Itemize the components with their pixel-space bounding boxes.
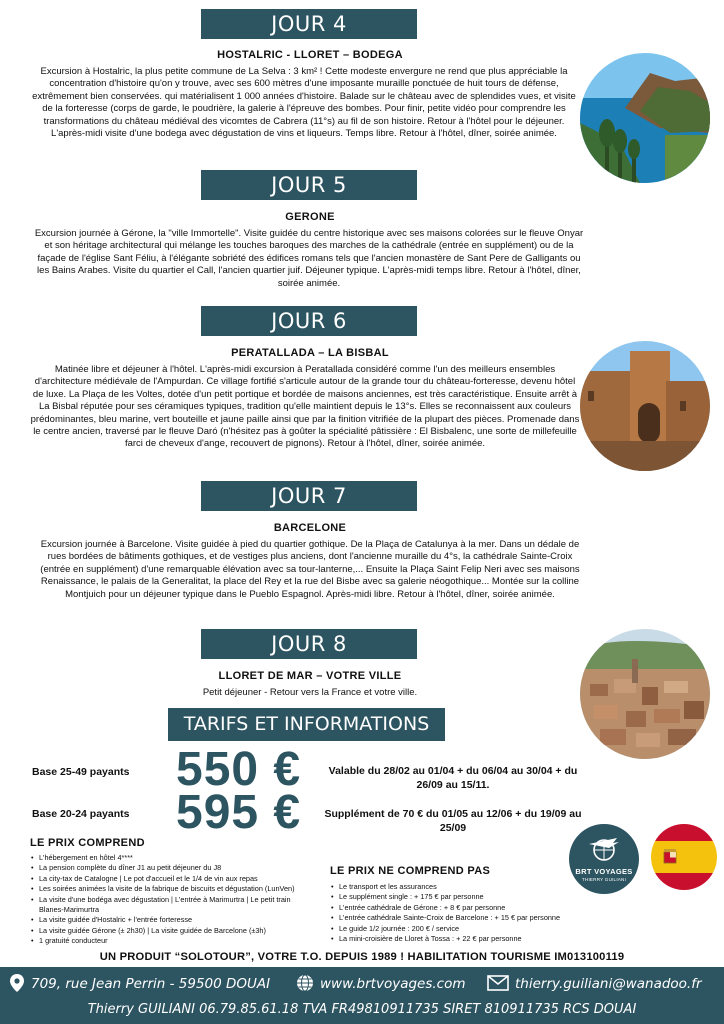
- day-6-text: Matinée libre et déjeuner à l'hôtel. L'après-midi excursion à Peratallada considéré comme l'un des meilleurs ensembles d'architecture médiévale de l'Ampurdan. Ce village fortifié s'articule autour de la grande tour du château-forteresse, devenu hôtel de luxe. La Plaça de les Voltes, dotée d'un petit portique et bordée de maisons anciennes, est très caractéristique. Ensuite arrêt à La Bisbal réputée pour ses céramiques typiques, tradition qu'elle maintient depuis le 13°s. Elles se reconnaissent aux couleurs prédominantes, bleu marine, vert bouteille et jaune paille ainsi que par la finition vitrifiée de la plupart des pièces. Promenade dans le centre ancien, traversé par le fleuve Daró (n'hésitez pas à goûter la spécialité pâtissière : El Bisbalenc, une sorte de millefeuille farci de cheveux d'ange, recouvert de pignons). Retour à l'hôtel, dîner, soirée animée.: [30, 364, 580, 450]
- list-item: • Les soirées animées la visite de la fabrique de biscuits et dégustation (LunVen): [30, 884, 298, 894]
- list-item: • L'hébergement en hôtel 4****: [30, 853, 298, 863]
- coat-of-arms-icon: [663, 849, 677, 865]
- day-5-title: GERONE: [285, 211, 335, 223]
- mail-icon: [487, 975, 509, 991]
- day-6-banner: JOUR 6: [201, 306, 417, 336]
- brt-voyages-logo: [569, 824, 639, 894]
- day-5-banner: JOUR 5: [201, 170, 417, 200]
- plane-globe-icon: [587, 836, 621, 862]
- list-item: • La visite guidée Gérone (± 2h30) | La visite guidée de Barcelone (±3h): [30, 926, 298, 936]
- base-25-49-label: Base 25-49 payants: [32, 766, 130, 778]
- day-7-text: Excursion journée à Barcelone. Visite guidée à pied du quartier gothique. De la Plaça de Catalunya à la mer. Dans un dédale de rues bordées de bâtiments gothiques, et de vestiges plus anciens, dont l'ancienne muraille du 4°s, la cathédrale Sainte-Croix (entrée en supplément) d'une remarquable élévation avec sa tour-lanterne,... Ensuite la Plaça Saint Felip Neri avec ses maisons Renaissance, le palais de la Generalitat, la place del Rey et la rue del Bisbe avec sa galerie néogothique... Montée sur la colline Montjuich pour un déjeuner typique dans le Pueblo Espagnol. Après-midi libre. Retour à l'hôtel, dîner, soirée animée.: [40, 539, 580, 600]
- base-20-24-label: Base 20-24 payants: [32, 808, 130, 820]
- list-item: • Le supplément single : + 175 € par personne: [330, 892, 620, 902]
- logo-sub: THIERRY GUILIANI: [581, 877, 627, 882]
- footer-email[interactable]: thierry.guiliani@wanadoo.fr: [515, 976, 702, 992]
- day-7-banner: JOUR 7: [201, 481, 417, 511]
- includes-list: [30, 853, 298, 947]
- day-6-title: PERATALLADA – LA BISBAL: [231, 347, 389, 359]
- price-550-validity: Valable du 28/02 au 01/04 + du 06/04 au 30/04 + du 26/09 au 15/11.: [328, 765, 578, 791]
- town-aerial-photo: [580, 629, 710, 759]
- medieval-village-photo: [580, 341, 710, 471]
- includes-title: LE PRIX COMPREND: [30, 837, 145, 849]
- list-item: • Le transport et les assurances: [330, 882, 620, 892]
- list-item: • L'entrée cathédrale Sainte-Croix de Barcelone : + 15 € par personne: [330, 913, 620, 923]
- coast-photo: [580, 53, 710, 183]
- list-item: • Le guide 1/2 journée : 200 € / service: [330, 924, 620, 934]
- excludes-list: [330, 882, 620, 944]
- day-4-banner: JOUR 4: [201, 9, 417, 39]
- list-item: • La visite guidée d'Hostalric + l'entrée forteresse: [30, 915, 298, 925]
- tarifs-banner: TARIFS ET INFORMATIONS: [168, 708, 445, 741]
- day-4-text: Excursion à Hostalric, la plus petite commune de La Selva : 3 km² ! Cette modeste envergure ne rend que plus appréciable la concentration d'histoire qu'on y trouve, avec ses 600 mètres d'une imposante muraille ponctuée de huit tours de défense, extrêmement bien conservées. qui matérialisent 1 000 années d'histoire. Balade sur le château avec de splendides vues, et visite de la forteresse (corps de garde, le poudrière, la galerie à l'épreuve des bombes. Pour finir, petite vidéo pour comprendre les transformations du château médiéval des vicomtes de Cabrera (11°s) au fil de son histoire. Retour à l'hôtel pour le déjeuner. L'après-midi visite d'une bodega avec dégustation de vins et liqueurs. Temps libre. Retour à l'hôtel, dîner, soirée animée.: [32, 66, 576, 140]
- day-4-title: HOSTALRIC - LLORET – BODEGA: [217, 49, 403, 61]
- list-item: • La pension complète du dîner J1 au petit déjeuner du J8: [30, 863, 298, 873]
- footer-website[interactable]: www.brtvoyages.com: [320, 976, 466, 992]
- list-item: • La mini-croisière de Lloret à Tossa : + 22 € par personne: [330, 934, 620, 944]
- location-pin-icon: [10, 974, 24, 992]
- globe-icon: [296, 974, 314, 992]
- day-8-banner: JOUR 8: [201, 629, 417, 659]
- footer-legal: Thierry GUILIANI 06.79.85.61.18 TVA FR49810911735 SIRET 810911735 RCS DOUAI: [87, 1002, 637, 1017]
- excludes-title: LE PRIX NE COMPREND PAS: [330, 865, 491, 877]
- list-item: • L'entrée cathédrale de Gérone : + 8 € par personne: [330, 903, 620, 913]
- day-5-text: Excursion journée à Gérone, la "ville Immortelle". Visite guidée du centre historique avec ses maisons colorées sur le fleuve Onyar et son héritage architectural qui mélange les touches baroques des marches de la cathédrale (entrée en supplément) ou de la façade de l'église Sant Féliu, à l'élégante sobriété des édifices romans tels que l'ancien monastère de Sant Pere de Galligants ou les Bains Arabes. Visite du quartier el Call, l'ancien quartier juif. Déjeuner typique. L'après-midi temps libre. Retour à l'hôtel, dîner, soirée animée.: [34, 228, 584, 289]
- day-7-title: BARCELONE: [273, 522, 347, 534]
- price-595-supplement: Supplément de 70 € du 01/05 au 12/06 + du 19/09 au 25/09: [324, 808, 582, 834]
- footer-bar: [0, 967, 724, 1024]
- list-item: • La visite d'une bodéga avec dégustation | L'entrée à Marimurtra | Le petit train Blanes-Marimurtra: [30, 895, 298, 916]
- logo-name: BRT VOYAGES: [575, 867, 633, 876]
- spain-flag: [651, 824, 717, 890]
- list-item: • La city-tax de Catalogne | Le pot d'accueil et le 1/4 de vin aux repas: [30, 874, 298, 884]
- day-8-title: LLORET DE MAR – VOTRE VILLE: [218, 670, 402, 682]
- list-item: • 1 gratuité conducteur: [30, 936, 298, 946]
- footer-address: 709, rue Jean Perrin - 59500 DOUAI: [31, 976, 271, 992]
- price-550: 550 €: [176, 743, 302, 796]
- footer-tagline: UN PRODUIT “SOLOTOUR”, VOTRE T.O. DEPUIS 1989 ! HABILITATION TOURISME IM013100119: [99, 951, 625, 963]
- day-8-text: Petit déjeuner - Retour vers la France et votre ville.: [202, 687, 418, 698]
- price-595: 595 €: [176, 786, 302, 839]
